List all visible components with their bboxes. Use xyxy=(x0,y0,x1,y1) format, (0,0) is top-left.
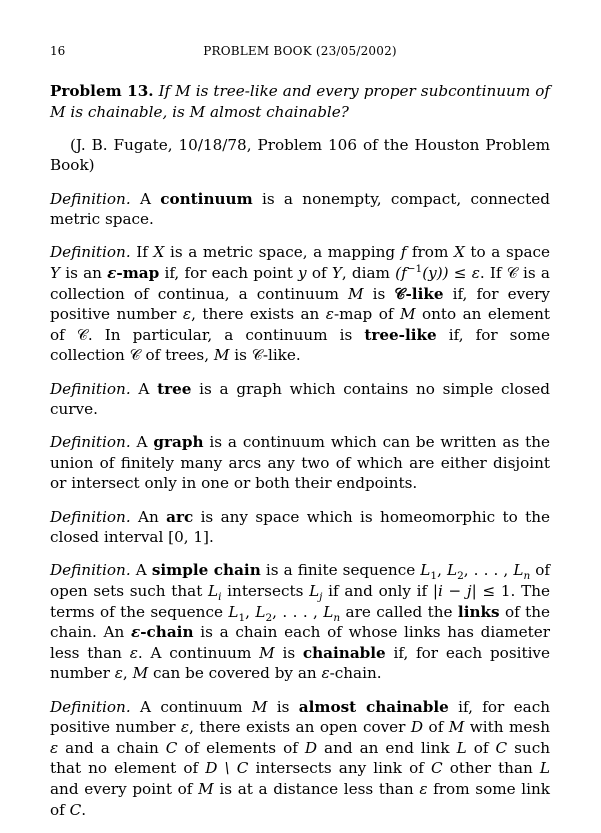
running-head: PROBLEM BOOK (23/05/2002) xyxy=(203,44,397,58)
definition-simple-chain: Definition. A simple chain is a finite sequence $L_1$, $L_2$, . . . , $L_n$ of open sets such that $L_i$ intersects $L_j$ if and only if |i − j| ≤ 1. The terms of the sequence $L_1$, $L_2$, . . . , $L_n$ are called the links of the chain. An ε-chain is a chain each of whose links has diameter less than ε. A continuum M is chainable if, for each positive number ε, M can be covered by an ε-chain. xyxy=(50,561,551,683)
term-chainable: chainable xyxy=(302,643,386,662)
page-number: 16 xyxy=(50,44,66,58)
term-e-chain: ε-chain xyxy=(131,623,194,642)
term-almost-chainable: almost chainable xyxy=(298,697,449,716)
term-tree-like: tree-like xyxy=(364,325,437,344)
problem-label: Problem 13. xyxy=(50,82,154,100)
term-tree: tree xyxy=(157,379,192,398)
term-graph: graph xyxy=(153,433,204,452)
term-e-map: ε-map xyxy=(107,263,160,282)
definition-graph: Definition. A graph is a continuum which can be written as the union of finitely many arcs any two of which are either disjoint or intersect only in one or both their endpoints. xyxy=(50,433,550,493)
term-continuum: continuum xyxy=(160,189,253,208)
definition-tree: Definition. A tree is a graph which contains no simple closed curve. xyxy=(50,379,551,419)
definition-label: Definition. xyxy=(50,379,131,398)
definition-e-map: Definition. If X is a metric space, a mapping f from X to a space Y is an ε-map if, for each point y of Y, diam $(f^{-1}(y)) \le \varepsilon$. If 𝒞 is a collection of continua, a continuum M is 𝒞-like if, for every positive number ε, there exists an ε-map of M onto an element of 𝒞. In particular, a continuum is tree-like if, for some collection 𝒞 of trees, M is 𝒞-like. xyxy=(50,243,551,365)
definition-label: Definition. xyxy=(50,433,131,452)
definition-label: Definition. xyxy=(50,189,131,208)
definition-label: Definition. xyxy=(50,507,131,526)
page-body xyxy=(50,81,550,833)
definition-label: Definition. xyxy=(50,697,131,716)
definition-label: Definition. xyxy=(50,561,131,580)
term-links: links xyxy=(457,602,500,621)
definition-almost-chainable: Definition. A continuum M is almost chainable if, for each positive number ε, there exists an open cover D of M with mesh ε and a chain C of elements of D and an end link L of C such that no element of D \ C intersects any link of C other than L and every point of M is at a distance less than ε from some link of C. xyxy=(50,697,551,819)
definition-arc: Definition. An arc is any space which is homeomorphic to the closed interval [0, 1]. xyxy=(50,507,550,547)
attribution: (J. B. Fugate, 10/18/78, Problem 106 of the Houston Problem Book) xyxy=(50,135,550,175)
term-arc: arc xyxy=(166,507,194,526)
term-c-like: 𝒞-like xyxy=(394,284,444,303)
definition-label: Definition. xyxy=(50,243,131,262)
problem-text: If M is tree-like and every proper subcontinuum of M is chainable, is M almost chainable? xyxy=(50,82,550,121)
definition-continuum: Definition. A continuum is a nonempty, compact, connected metric space. xyxy=(50,189,550,229)
problem-statement xyxy=(50,81,550,122)
term-simple-chain: simple chain xyxy=(151,561,261,580)
